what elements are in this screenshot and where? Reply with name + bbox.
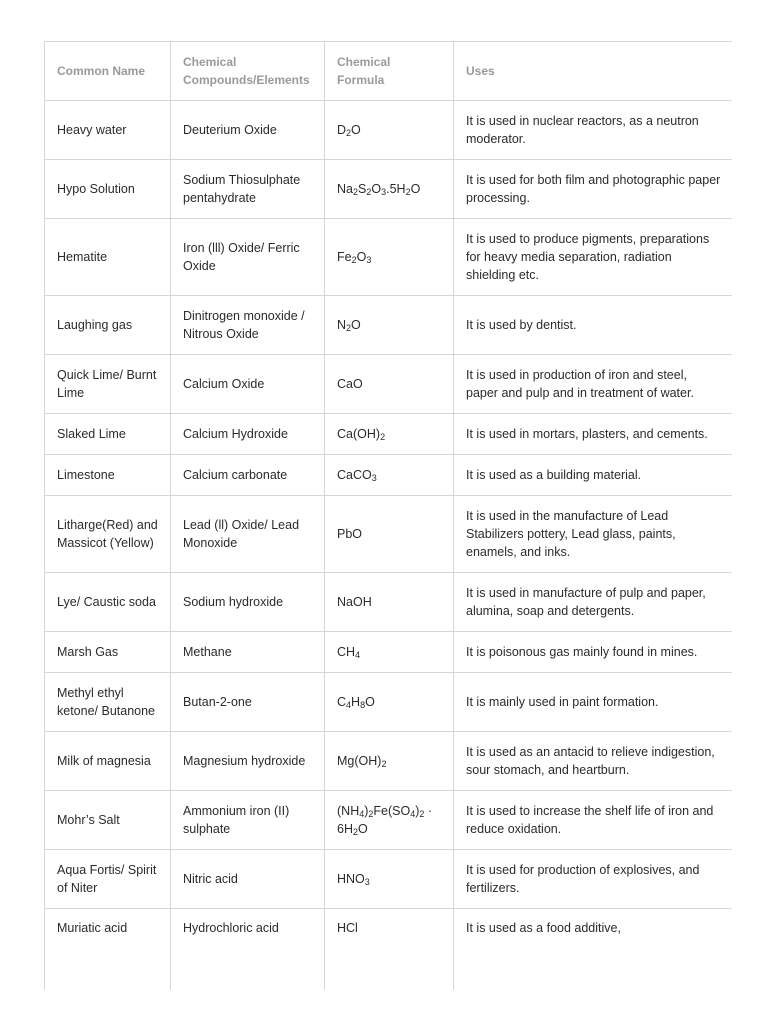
cell-formula: PbO: [325, 496, 454, 573]
cell-uses: It is used as an antacid to relieve indigestion, sour stomach, and heartburn.: [454, 732, 733, 791]
cell-uses: It is used in nuclear reactors, as a neutron moderator.: [454, 101, 733, 160]
table-row: [45, 673, 733, 732]
cell-uses: It is poisonous gas mainly found in mines.: [454, 632, 733, 673]
cell-common-name: Hematite: [45, 219, 171, 296]
cell-uses: It is used in mortars, plasters, and cements.: [454, 414, 733, 455]
table-row: [45, 160, 733, 219]
cell-common-name: Litharge(Red) and Massicot (Yellow): [45, 496, 171, 573]
cell-compound: Sodium hydroxide: [171, 573, 325, 632]
cell-formula: $C_4H_8O$: [325, 673, 454, 732]
cell-common-name: Quick Lime/ Burnt Lime: [45, 355, 171, 414]
cell-formula: $CH_4$: [325, 632, 454, 673]
cell-uses: It is used to produce pigments, preparations for heavy media separation, radiation shielding etc.: [454, 219, 733, 296]
cell-formula: $D_2O$: [325, 101, 454, 160]
cell-compound: Dinitrogen monoxide / Nitrous Oxide: [171, 296, 325, 355]
cell-common-name: Slaked Lime: [45, 414, 171, 455]
cell-uses: It is mainly used in paint formation.: [454, 673, 733, 732]
cell-common-name: Limestone: [45, 455, 171, 496]
cell-uses: It is used as a building material.: [454, 455, 733, 496]
cell-compound: Magnesium hydroxide: [171, 732, 325, 791]
cell-formula: $(NH_4)_2Fe(SO_4)_2 \cdot 6H_2O$: [325, 791, 454, 850]
cell-compound: Nitric acid: [171, 850, 325, 909]
cell-uses: It is used in production of iron and steel, paper and pulp and in treatment of water.: [454, 355, 733, 414]
cell-compound: Methane: [171, 632, 325, 673]
table-row: [45, 296, 733, 355]
table-row: [45, 219, 733, 296]
cell-compound: Calcium carbonate: [171, 455, 325, 496]
cell-compound: Calcium Hydroxide: [171, 414, 325, 455]
table-body: [45, 101, 733, 991]
table-row: [45, 414, 733, 455]
cell-common-name: Marsh Gas: [45, 632, 171, 673]
cell-common-name: Muriatic acid: [45, 909, 171, 991]
cell-common-name: Aqua Fortis/ Spirit of Niter: [45, 850, 171, 909]
table-header-row: [45, 42, 733, 101]
cell-uses: It is used by dentist.: [454, 296, 733, 355]
table-row: [45, 632, 733, 673]
cell-compound: Hydrochloric acid: [171, 909, 325, 991]
cell-common-name: Laughing gas: [45, 296, 171, 355]
table-row: [45, 909, 733, 991]
cell-formula: CaO: [325, 355, 454, 414]
cell-formula: $Na_2S_2O_3.5H_2O$: [325, 160, 454, 219]
cell-formula: $N_2O$: [325, 296, 454, 355]
cell-uses: It is used for production of explosives, and fertilizers.: [454, 850, 733, 909]
table-row: [45, 101, 733, 160]
cell-common-name: Methyl ethyl ketone/ Butanone: [45, 673, 171, 732]
cell-formula: $HNO_3$: [325, 850, 454, 909]
cell-formula: CaCO$_3$: [325, 455, 454, 496]
cell-formula: $Fe_2O_3$: [325, 219, 454, 296]
table-row: [45, 455, 733, 496]
cell-compound: Lead (ll) Oxide/ Lead Monoxide: [171, 496, 325, 573]
cell-uses: It is used to increase the shelf life of iron and reduce oxidation.: [454, 791, 733, 850]
header-chemical-formula: Chemical Formula: [325, 42, 454, 101]
cell-uses: It is used as a food additive,: [454, 909, 733, 991]
cell-formula: $Mg(OH)_2$: [325, 732, 454, 791]
cell-formula: $Ca(OH)_2$: [325, 414, 454, 455]
chemical-names-table-container: [44, 41, 732, 990]
chemical-names-table: [44, 41, 732, 990]
cell-uses: It is used for both film and photographic paper processing.: [454, 160, 733, 219]
cell-common-name: Mohr’s Salt: [45, 791, 171, 850]
cell-common-name: Hypo Solution: [45, 160, 171, 219]
cell-compound: Calcium Oxide: [171, 355, 325, 414]
table-row: [45, 791, 733, 850]
cell-compound: Iron (lll) Oxide/ Ferric Oxide: [171, 219, 325, 296]
header-uses: Uses: [454, 42, 733, 101]
header-common-name: Common Name: [45, 42, 171, 101]
table-row: [45, 850, 733, 909]
cell-compound: Deuterium Oxide: [171, 101, 325, 160]
cell-uses: It is used in manufacture of pulp and paper, alumina, soap and detergents.: [454, 573, 733, 632]
header-chemical-compounds: Chemical Compounds/Elements: [171, 42, 325, 101]
cell-formula: NaOH: [325, 573, 454, 632]
cell-common-name: Milk of magnesia: [45, 732, 171, 791]
table-row: [45, 732, 733, 791]
cell-compound: Ammonium iron (II) sulphate: [171, 791, 325, 850]
cell-uses: It is used in the manufacture of Lead Stabilizers pottery, Lead glass, paints, enamels, and inks.: [454, 496, 733, 573]
cell-compound: Butan-2-one: [171, 673, 325, 732]
cell-compound: Sodium Thiosulphate pentahydrate: [171, 160, 325, 219]
cell-formula: HCl: [325, 909, 454, 991]
table-row: [45, 355, 733, 414]
table-row: [45, 496, 733, 573]
cell-common-name: Heavy water: [45, 101, 171, 160]
table-row: [45, 573, 733, 632]
cell-common-name: Lye/ Caustic soda: [45, 573, 171, 632]
